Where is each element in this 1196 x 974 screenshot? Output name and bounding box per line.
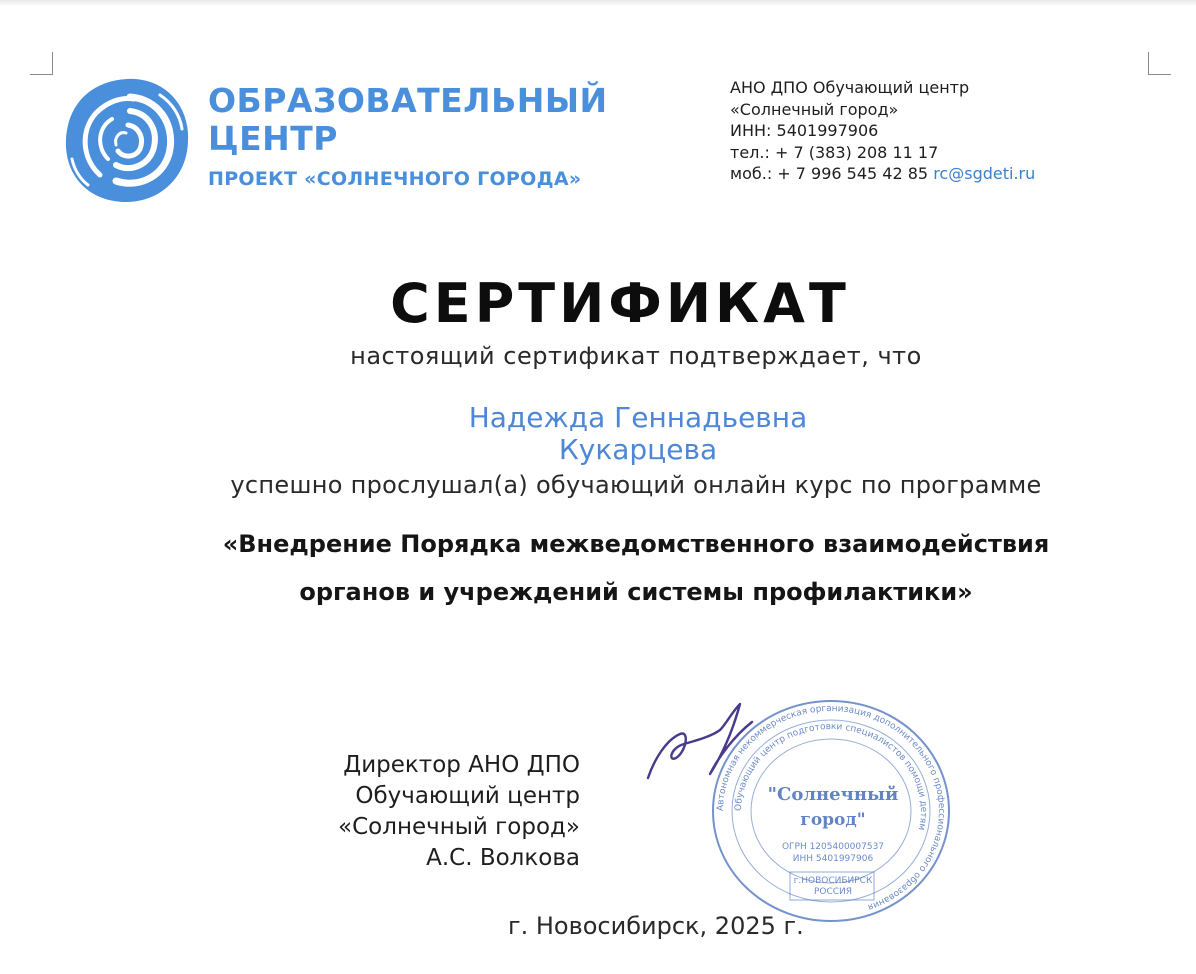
- completion-text: успешно прослушал(а) обучающий онлайн курс по программе: [230, 471, 1042, 499]
- signatory-block: [220, 750, 580, 874]
- org-phone-line: тел.: + 7 (383) 208 11 17: [730, 142, 939, 162]
- crop-mark-top-left: [30, 52, 53, 75]
- organization-contacts: [730, 77, 1035, 185]
- stamp-outer-text: Автономная некоммерческая организация дополнительного профессионального образования: [715, 703, 947, 912]
- email-link[interactable]: rc@sgdeti.ru: [933, 164, 1036, 183]
- recipient-name-line1: Надежда Геннадьевна: [468, 401, 808, 434]
- city-and-date: г. Новосибирск, 2025 г.: [508, 912, 804, 940]
- signatory-position-line3: «Солнечный город»: [338, 814, 580, 840]
- top-shade: [0, 0, 1196, 6]
- stamp-center-line1: "Солнечный: [767, 784, 899, 805]
- swirl-logo-icon: [60, 75, 194, 207]
- org-city-line: «Солнечный город»: [730, 99, 899, 119]
- recipient-name: [0, 402, 1196, 466]
- stamp-center-line2: город": [800, 810, 866, 830]
- stamp-country: РОССИЯ: [813, 887, 853, 897]
- signatory-name: А.С. Волкова: [426, 845, 580, 871]
- program-title-line1: «Внедрение Порядка межведомственного взаимодействия: [222, 530, 1050, 558]
- handwritten-signature: [640, 700, 760, 790]
- brand-title: [208, 82, 608, 158]
- program-title: [0, 520, 1196, 616]
- stamp-city: г.НОВОСИБИРСК: [793, 876, 873, 886]
- brand-title-line2: ЦЕНТР: [208, 119, 338, 158]
- program-title-line2: органов и учреждений системы профилактики»: [299, 578, 973, 606]
- signatory-position-line2: Обучающий центр: [355, 783, 580, 809]
- stamp-ogrn: ОГРН 1205400007537: [781, 842, 885, 852]
- org-inn-line: ИНН: 5401997906: [730, 121, 879, 140]
- signatory-position-line1: Директор АНО ДПО: [343, 752, 580, 778]
- stamp-inn: ИНН 5401997906: [792, 854, 874, 864]
- certificate-title: СЕРТИФИКАТ: [390, 272, 850, 335]
- stamp-inner-text: Обучающий центр подготовки специалистов помощи детям: [733, 721, 929, 832]
- org-name-line: АНО ДПО Обучающий центр: [730, 78, 970, 97]
- confirmation-text: настоящий сертификат подтверждает, что: [350, 342, 922, 370]
- mobile-number: моб.: + 7 996 545 42 85: [730, 164, 929, 183]
- brand-subtitle: ПРОЕКТ «СОЛНЕЧНОГО ГОРОДА»: [208, 168, 582, 190]
- crop-mark-top-right: [1148, 52, 1171, 75]
- brand-title-line1: ОБРАЗОВАТЕЛЬНЫЙ: [208, 81, 608, 120]
- recipient-name-line2: Кукарцева: [558, 433, 718, 466]
- org-mobile-line: [730, 163, 1035, 185]
